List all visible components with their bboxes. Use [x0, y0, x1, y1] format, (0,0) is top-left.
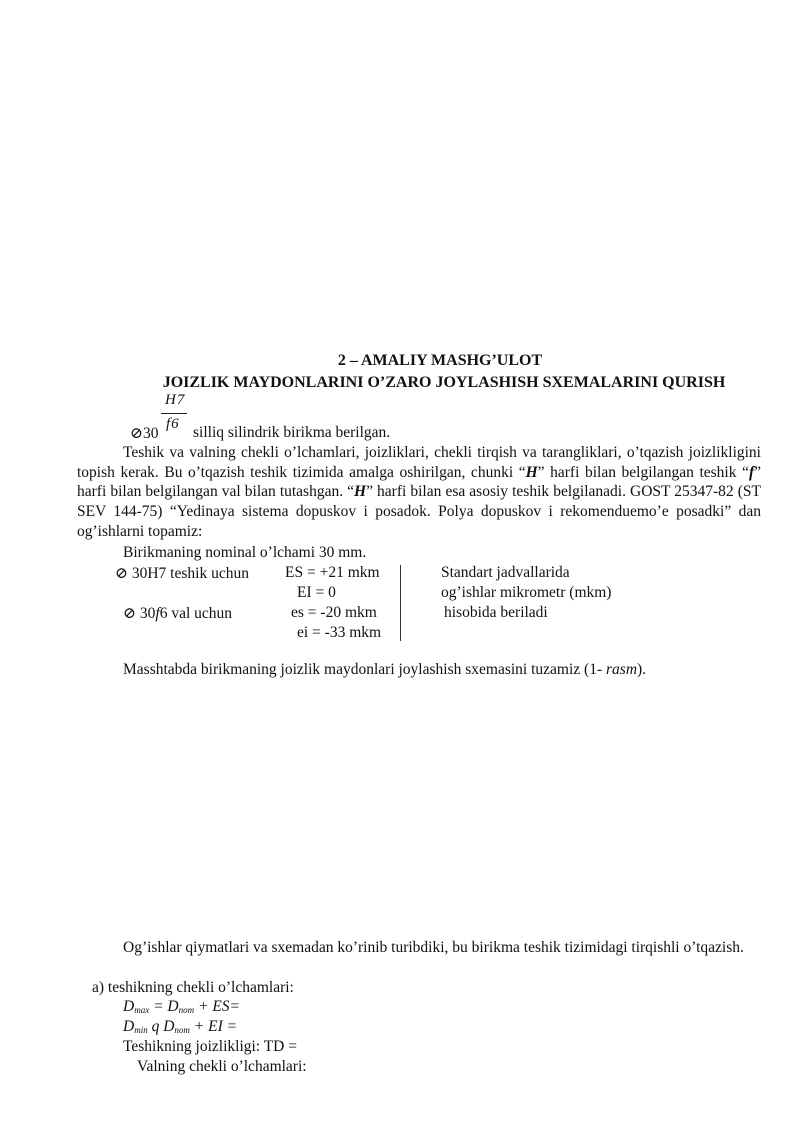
fraction-bar: [161, 413, 187, 414]
intro-paragraph: Teshik va valning chekli o’lchamlari, joizliklari, chekli tirqish va tarangliklari, o’tqazish joizlikligini topish kerak. Bu o’tqazish teshik tizimida amalga oshirilgan, chunki “H” harfi bilan belgilangan teshik “f” harfi bilan belgilangan val bilan tutashgan. “H” harfi bilan esa asosiy teshik belgilanadi. GOST 25347-82 (ST SEV 144-75) “Yedinaya sistema dopuskov i posadok. Polya dopuskov i rekomenduemo’e posadki” dan og’ishlarni topamiz:: [77, 444, 761, 540]
item-a: a) teshikning chekli o’lchamlari:: [92, 979, 294, 996]
conclusion-paragraph: Og’ishlar qiymatlari va sxemadan ko’rinib turibdiki, bu birikma teshik tizimidagi tirqishli o’tqazish.: [123, 939, 744, 956]
dmax-formula: $D_{max} = D_{nom} + ES=$: [123, 998, 240, 1015]
lower-shaft-deviation: ei = -33 mkm: [297, 624, 382, 641]
fit-nominal-diameter: ⊘30: [130, 425, 159, 442]
lower-hole-deviation: EI = 0: [297, 584, 336, 601]
note-line-3: hisobida beriladi: [444, 604, 548, 621]
dmin-formula: $D_{min}$ q $D_{nom}$ + EI =: [123, 1018, 238, 1035]
shaft-limits-line: Valning chekli o’lchamlari:: [137, 1058, 307, 1075]
scheme-line: Masshtabda birikmaning joizlik maydonlari joylashish sxemasini tuzamiz (1- rasm).: [123, 661, 647, 678]
upper-shaft-deviation: es = -20 mkm: [291, 604, 377, 621]
note-line-1: Standart jadvallarida: [441, 564, 570, 581]
hole-tolerance-line: Teshikning joizlikligi: TD =: [123, 1038, 297, 1055]
fit-denominator: f6: [166, 416, 180, 432]
fit-description: silliq silindrik birikma berilgan.: [193, 424, 391, 441]
nominal-size-line: Birikmaning nominal o’lchami 30 mm.: [123, 544, 367, 561]
fit-numerator: H7: [165, 392, 186, 408]
upper-hole-deviation: ES = +21 mkm: [285, 564, 380, 581]
note-line-2: og’ishlar mikrometr (mkm): [441, 584, 612, 601]
page-title: 2 – AMALIY MASHG’ULOT: [337, 352, 543, 369]
shaft-label: ⊘ 30f6 val uchun: [123, 605, 233, 622]
page-subtitle: JOIZLIK MAYDONLARINI O’ZARO JOYLASHISH SXEMALARINI QURISH: [162, 374, 726, 391]
hole-label: ⊘ 30H7 teshik uchun: [115, 565, 249, 582]
divider-line: [400, 565, 401, 641]
